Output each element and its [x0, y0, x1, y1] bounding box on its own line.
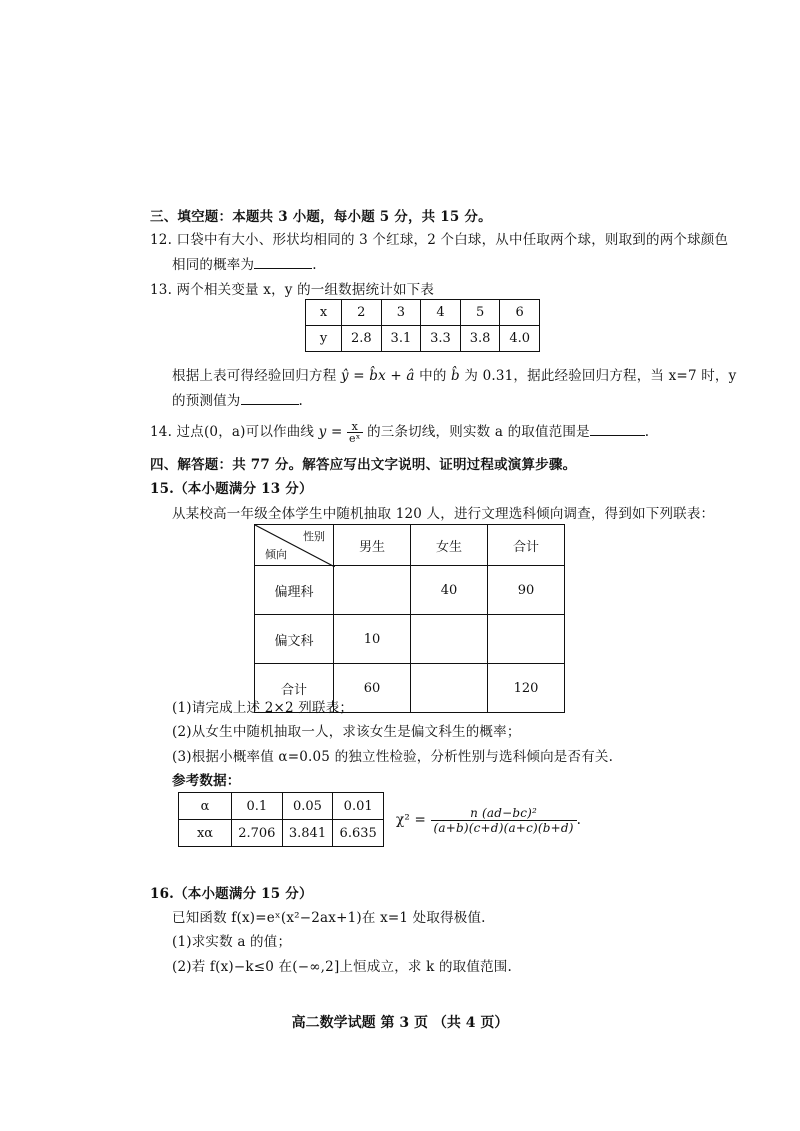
table-cell: 0.1 [232, 793, 283, 820]
table-cell: 0.01 [333, 793, 384, 820]
reference-data-table [178, 792, 384, 847]
chi-lhs: χ² = [396, 812, 426, 828]
table-cell: 10 [334, 615, 411, 664]
table-cell: 4 [421, 300, 461, 326]
q15-part2: (2)从女生中随机抽取一人，求该女生是偏文科生的概率； [172, 724, 521, 740]
section4-heading: 四、解答题：共 77 分。解答应写出文字说明、证明过程或演算步骤。 [150, 457, 577, 473]
q15-reference-label: 参考数据： [172, 773, 241, 789]
q15-part3: (3)根据小概率值 α=0.05 的独立性检验，分析性别与选科倾向是否有关. [172, 749, 614, 765]
table-cell: 40 [411, 566, 488, 615]
q16-part2: (2)若 f(x)−k≤0 在(−∞,2]上恒成立，求 k 的取值范围. [172, 959, 512, 975]
q15-contingency-table [254, 524, 565, 713]
table-row [306, 300, 540, 326]
chi-end: . [576, 812, 582, 828]
q13-b-hat: b̂ [451, 368, 460, 384]
table-cell: 2.8 [342, 326, 382, 352]
table-cell: α [179, 793, 232, 820]
corner-top-label: 性别 [303, 530, 325, 543]
table-header: 合计 [488, 525, 565, 566]
table-row [255, 525, 565, 566]
table-row [306, 326, 540, 352]
q14-text-b: 的三条切线，则实数 a 的取值范围是 [367, 424, 590, 440]
q12-text: 相同的概率为 [172, 257, 255, 273]
chi-square-formula [396, 806, 581, 835]
table-row [255, 615, 565, 664]
q14-y-eq: y = [318, 424, 343, 440]
table-cell: 2.706 [232, 820, 283, 847]
table-cell [411, 664, 488, 713]
q16-part1: (1)求实数 a 的值； [172, 934, 292, 950]
table-header: 女生 [411, 525, 488, 566]
table-row-label: 偏文科 [255, 615, 334, 664]
table-row-label: 偏理科 [255, 566, 334, 615]
q13-text1-c: 为 0.31，据此经验回归方程，当 x=7 时，y [464, 368, 737, 384]
q13-text2: 的预测值为 [172, 393, 241, 409]
q15-label: 15.（本小题满分 13 分） [150, 481, 313, 497]
chi-fraction [431, 806, 577, 835]
table-cell: x [306, 300, 342, 326]
table-cell: 6.635 [333, 820, 384, 847]
table-cell: 6 [500, 300, 540, 326]
table-cell: 2 [342, 300, 382, 326]
chi-numerator: n (ad−bc)² [431, 806, 577, 821]
q15-intro: 从某校高一年级全体学生中随机抽取 120 人，进行文理选科倾向调查，得到如下列联表： [172, 506, 715, 522]
table-cell: 3.3 [421, 326, 461, 352]
q12-line1: 12. 口袋中有大小、形状均相同的 3 个红球，2 个白球，从中任取两个球，则取到的两个球颜色 [150, 232, 729, 248]
table-cell: 120 [488, 664, 565, 713]
q13-line2: 的预测值为 . [172, 393, 303, 409]
q13-regression-equation: ŷ = b̂x + â [340, 368, 415, 384]
q12-answer-blank [254, 256, 312, 269]
q14-answer-blank [590, 423, 645, 436]
q16-label: 16.（本小题满分 15 分） [150, 886, 313, 902]
table-cell: xα [179, 820, 232, 847]
table-cell: 3.1 [381, 326, 421, 352]
table-cell [334, 566, 411, 615]
q13-text1 [172, 364, 736, 384]
q13-data-table [305, 299, 540, 352]
table-cell: 4.0 [500, 326, 540, 352]
q15-part1: (1)请完成上述 2×2 列联表； [172, 700, 354, 716]
q14-line: 14. 过点(0，a)可以作曲线 y = $\frac{x}{\text{eˣ}}$ 的三条切线，则实数 a 的取值范围是 . [150, 420, 650, 445]
table-cell: 0.05 [282, 793, 333, 820]
q14-fraction [347, 421, 363, 444]
table-cell: y [306, 326, 342, 352]
table-row [179, 793, 384, 820]
table-cell: 3.841 [282, 820, 333, 847]
table-row [179, 820, 384, 847]
table-cell: 3 [381, 300, 421, 326]
chi-denominator: (a+b)(c+d)(a+c)(b+d) [433, 821, 574, 835]
q13-text1-a: 根据上表可得经验回归方程 [172, 368, 337, 384]
q14-fraction-den: eˣ [348, 432, 361, 445]
table-cell: 3.8 [460, 326, 500, 352]
table-corner-cell [255, 525, 334, 566]
q16-intro: 已知函数 f(x)=eˣ(x²−2ax+1)在 x=1 处取得极值. [172, 910, 486, 926]
q13-text1-b: 中的 [419, 368, 447, 384]
page-footer: 高二数学试题 第 3 页 （共 4 页） [291, 1015, 509, 1031]
corner-bottom-label: 倾向 [265, 548, 287, 561]
q14-text-a: 14. 过点(0，a)可以作曲线 [150, 424, 315, 440]
table-cell: 90 [488, 566, 565, 615]
section3-heading: 三、填空题：本题共 3 小题，每小题 5 分，共 15 分。 [150, 209, 492, 225]
table-row-label: 合计 [255, 664, 334, 713]
table-cell: 5 [460, 300, 500, 326]
table-header: 男生 [334, 525, 411, 566]
table-row [255, 566, 565, 615]
q14-fraction-num: x [347, 421, 363, 433]
q13-intro: 13. 两个相关变量 x，y 的一组数据统计如下表 [150, 282, 435, 298]
table-cell: 60 [334, 664, 411, 713]
q12-line2: 相同的概率为 . [172, 257, 317, 273]
table-cell [411, 615, 488, 664]
table-cell [488, 615, 565, 664]
q13-answer-blank [241, 392, 299, 405]
